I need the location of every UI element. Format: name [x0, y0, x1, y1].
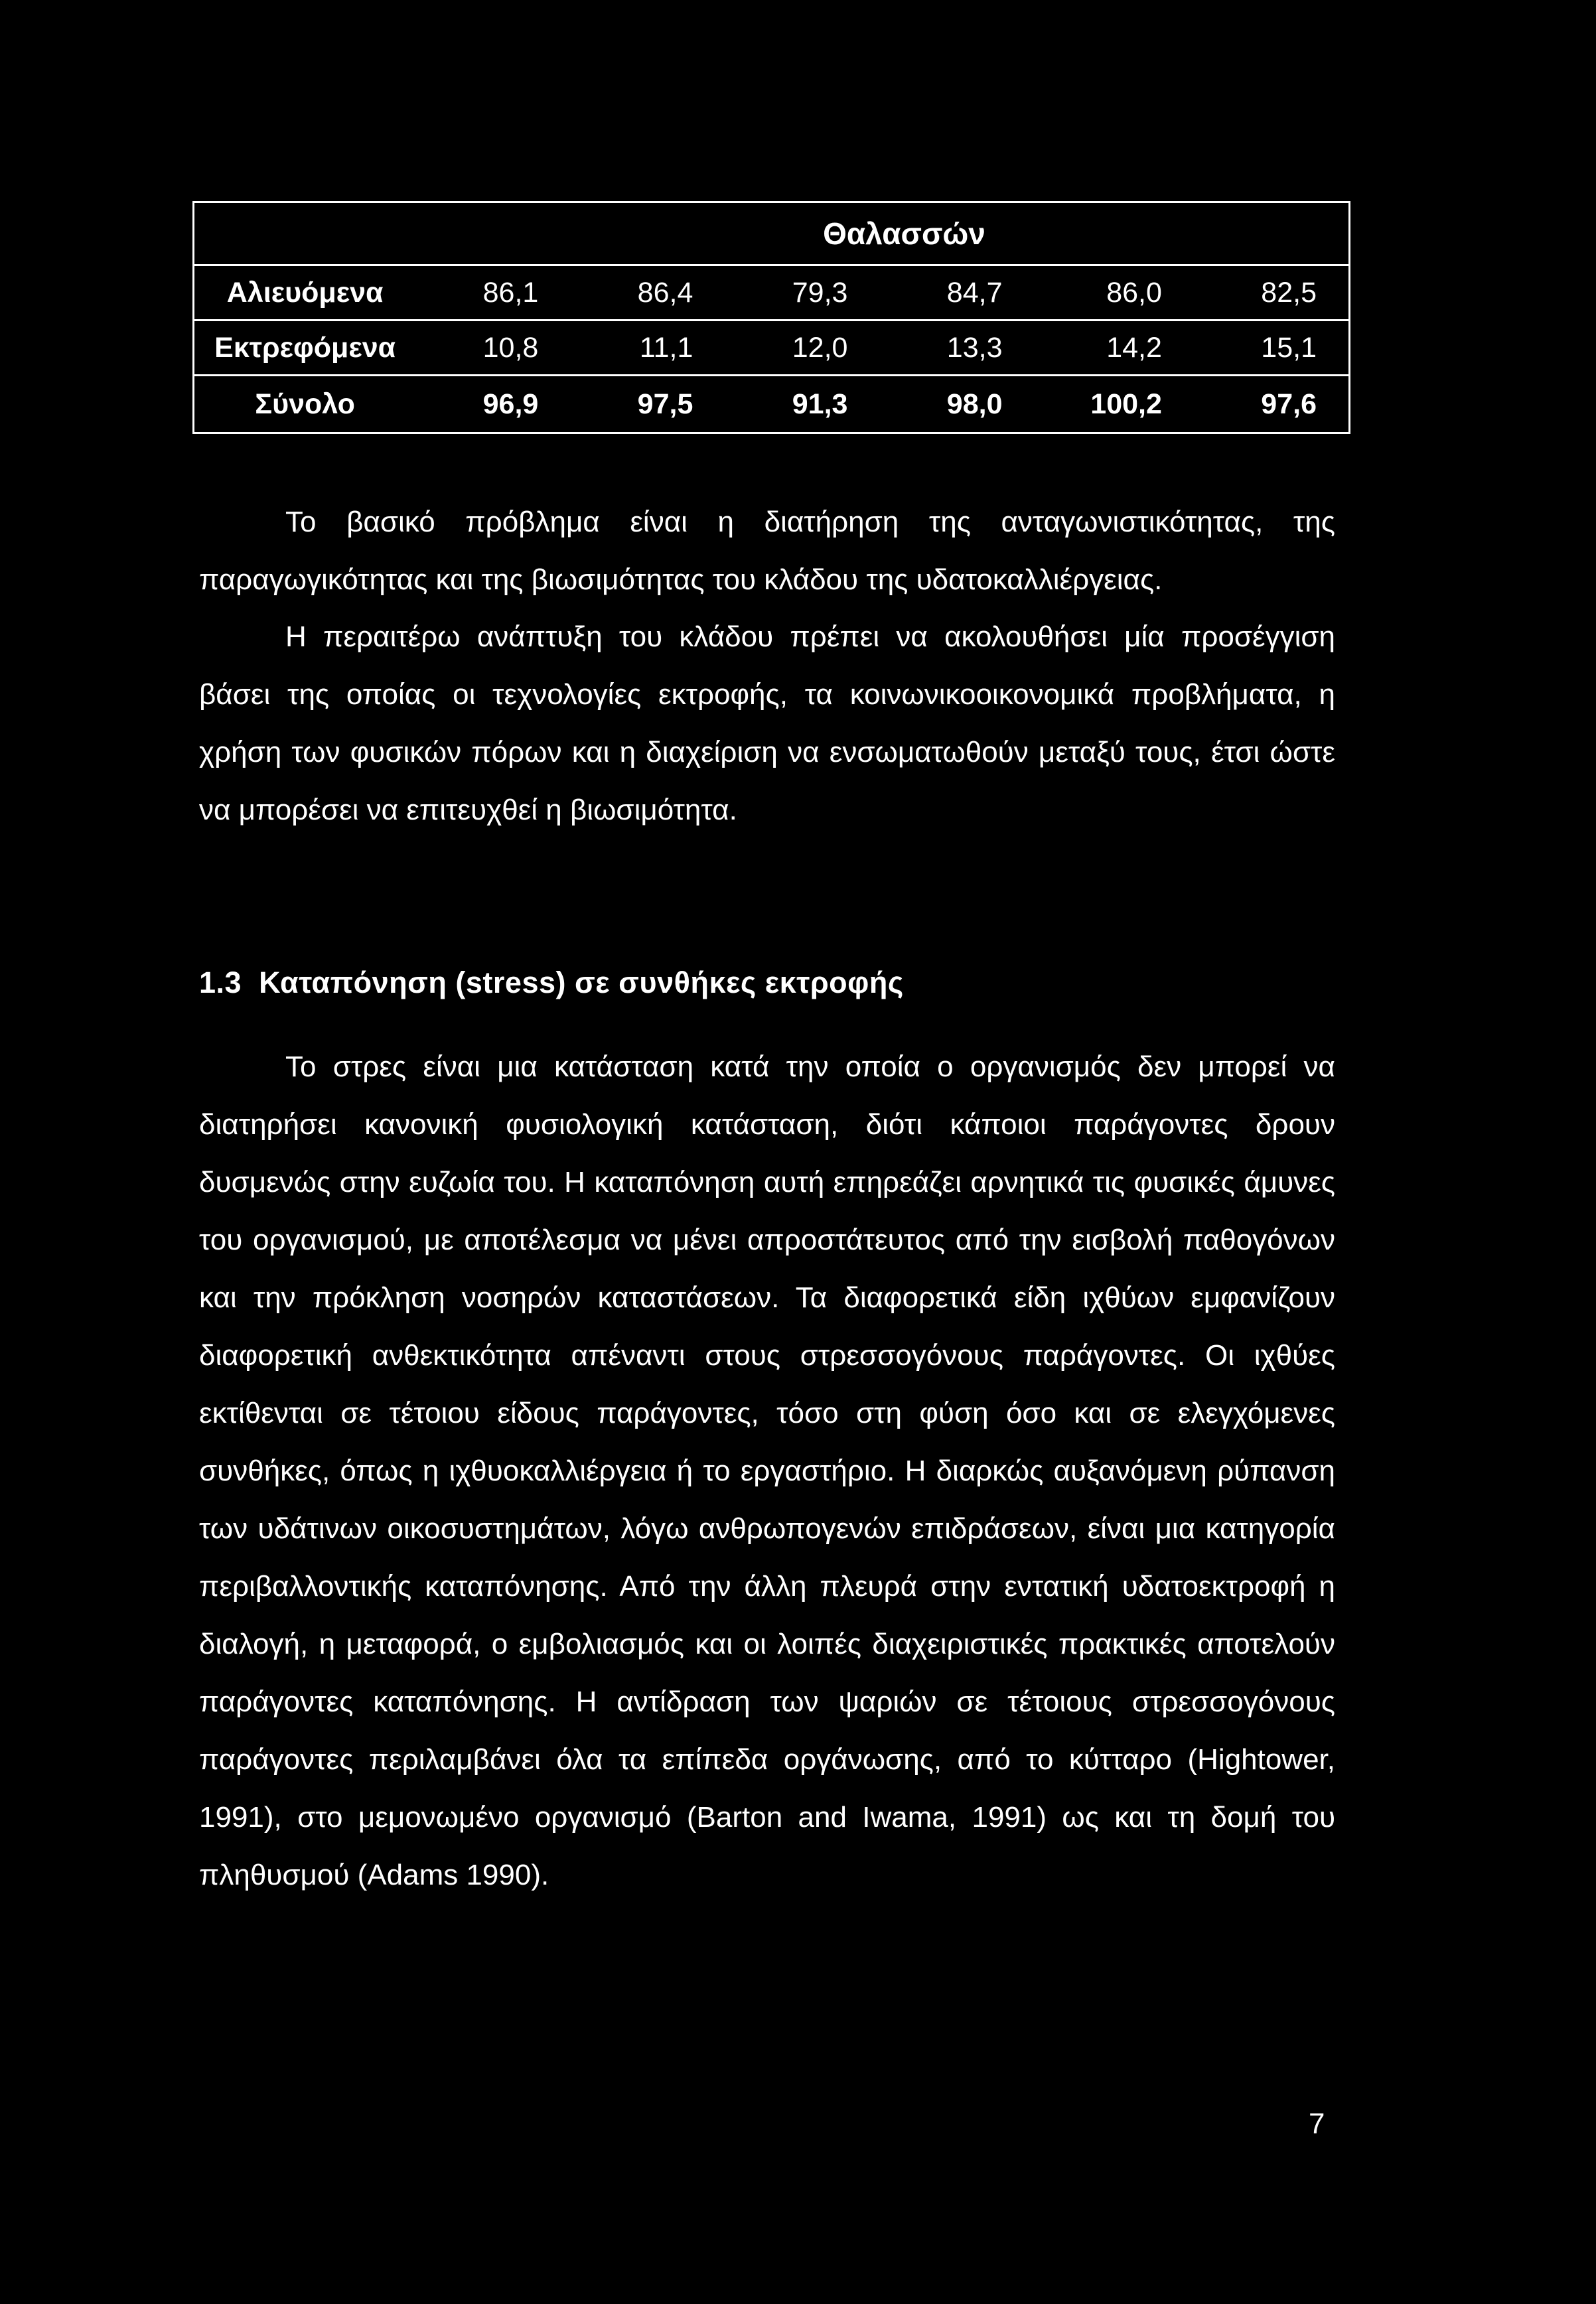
row-label: Εκτρεφόμενα: [194, 321, 416, 376]
section-title: Καταπόνηση (stress) σε συνθήκες εκτροφής: [259, 966, 904, 999]
paragraph-development: Η περαιτέρω ανάπτυξη του κλάδου πρέπει να ακολουθήσει μία προσέγγιση βάσει της οποίας οι τεχνολογίες εκτροφής, τα κοινωνικοοικονομικά προβλήματα, η χρήση των φυσικών πόρων και η διαχείριση να ενσωματωθούν μεταξύ τους, έτσι ώστε να μπορέσει να επιτευχθεί η βιωσιμότητα.: [199, 620, 1335, 826]
table-row: [194, 265, 1350, 321]
table-row: [194, 321, 1350, 376]
table-cell: 82,5: [1194, 265, 1350, 321]
page-number: 7: [1309, 2108, 1325, 2140]
table-cell: 15,1: [1194, 321, 1350, 376]
table-cell: 96,9: [415, 376, 570, 433]
table-cell: 10,8: [415, 321, 570, 376]
table-cell: 86,1: [415, 265, 570, 321]
table-cell: 97,6: [1194, 376, 1350, 433]
table-header-row: [194, 202, 1350, 265]
section-number: 1.3: [199, 966, 242, 999]
table-cell: 86,0: [1035, 265, 1194, 321]
table-total-row: [194, 376, 1350, 433]
table-cell: 97,5: [570, 376, 725, 433]
table-cell: 100,2: [1035, 376, 1194, 433]
table-cell: 91,3: [725, 376, 879, 433]
paragraph-stress: Το στρες είναι μια κατάσταση κατά την οποία ο οργανισμός δεν μπορεί να διατηρήσει κανονική φυσιολογική κατάσταση, διότι κάποιοι παράγοντες δρουν δυσμενώς στην ευζωία του. Η καταπόνηση αυτή επηρεάζει αρνητικά τις φυσικές άμυνες του οργανισμού, με αποτέλεσμα να μένει απροστάτευτος από την εισβολή παθογόνων και την πρόκληση νοσηρών καταστάσεων. Τα διαφορετικά είδη ιχθύων εμφανίζουν διαφορετική ανθεκτικότητα απέναντι στους στρεσσογόνους παράγοντες. Οι ιχθύες εκτίθενται σε τέτοιου είδους παράγοντες, τόσο στη φύση όσο και σε ελεγχόμενες συνθήκες, όπως η ιχθυοκαλλιέργεια ή το εργαστήριο. Η διαρκώς αυξανόμενη ρύπανση των υδάτινων οικοσυστημάτων, λόγω ανθρωπογενών επιδράσεων, είναι μια κατηγορία περιβαλλοντικής καταπόνησης. Από την άλλη πλευρά στην εντατική υδατοεκτροφή η διαλογή, η μεταφορά, ο εμβολιασμός και οι λοιπές διαχειριστικές πρακτικές αποτελούν παράγοντες καταπόνησης. Η αντίδραση των ψαριών σε τέτοιους στρεσσογόνους παράγοντες περιλαμβάνει όλα τα επίπεδα οργάνωσης, από το κύτταρο (Hightower, 1991), στο μεμονωμένο οργανισμό (Barton and Iwama, 1991) ως και τη δομή του πληθυσμού (Adams 1990).: [199, 1050, 1335, 1891]
table-cell: 12,0: [725, 321, 879, 376]
table-cell: 86,4: [570, 265, 725, 321]
row-label: Αλιευόμενα: [194, 265, 416, 321]
table-cell: 79,3: [725, 265, 879, 321]
table-cell: 14,2: [1035, 321, 1194, 376]
row-label: Σύνολο: [194, 376, 416, 433]
paragraph-intro: Το βασικό πρόβλημα είναι η διατήρηση της ανταγωνιστικότητας, της παραγωγικότητας και της βιωσιμότητας του κλάδου της υδατοκαλλιέργειας.: [199, 506, 1335, 596]
table-cell: 84,7: [879, 265, 1034, 321]
table-cell: 11,1: [570, 321, 725, 376]
data-table: [192, 201, 1350, 434]
table-cell: 98,0: [879, 376, 1034, 433]
section-heading: [199, 966, 904, 1000]
table-cell: 13,3: [879, 321, 1034, 376]
table-header-cell: Θαλασσών: [194, 202, 1350, 265]
